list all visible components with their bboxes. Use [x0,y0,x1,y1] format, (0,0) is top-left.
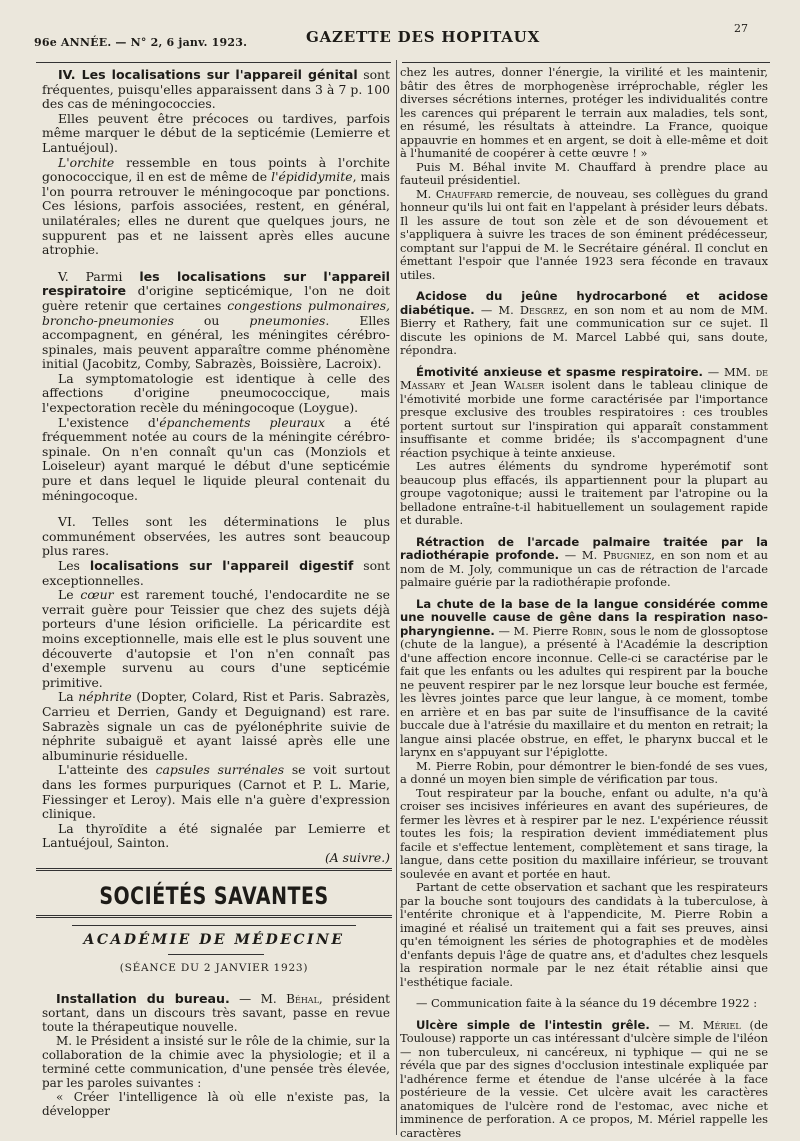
paragraph: Les autres éléments du syndrome hyperémotif sont beaucoup plus effacés, ils appartiennent pour la plupart au groupe vagotonique; aussi le traitement par l'atropine ou la belladone entraîne-t-il habituellement un soulagement rapide et durable. [400,459,768,527]
section-heading: La chute de la base de la langue considérée comme une nouvelle cause de gêne dans la respiration naso-pharyngienne. [400,596,768,638]
to-be-continued: (A suivre.) [324,849,390,865]
section-heading: les localisations sur l'appareil respiratoire [42,268,390,299]
paragraph: La thyroïdite a été signalée par Lemierre et Lantuéjoul, Sainton. [42,820,390,851]
section-heading: Installation du bureau. [56,991,230,1006]
paragraph: — Communication faite à la séance du 19 décembre 1922 : [416,996,758,1010]
paragraph: IV. Les localisations sur l'appareil génital sont fréquentes, puisqu'elles apparaissent dans 3 à 7 p. 100 des cas de méningococcies. [42,67,390,112]
left-column [42,68,390,865]
paragraph: Acidose du jeûne hydrocarboné et acidose diabétique. — M. Desgrez, en son nom et au nom de MM. Bierry et Rathery, fait une communication sur ce sujet. Il discute les opinions de M. Marcel Labbé qui, sans doute, répondra. [400,289,768,357]
paragraph: Rétraction de l'arcade palmaire traitée par la radiothérapie profonde. — M. Pbugniez, en son nom et au nom de M. Joly, communique un cas de rétraction de l'arcade palmaire guérie par la radiothérapie profonde. [400,534,768,589]
section-title: SOCIÉTÉS SAVANTES [99,882,329,910]
paragraph: Émotivité anxieuse et spasme respiratoire. — MM. de Massary et Jean Walser isolent dans le tableau clinique de l'émotivité morbide une forme caractérisée par l'importance presque exclusive des troubles respiratoires : ces troubles portent surtout sur l'inspiration qui apparaît constamment insuffisante et comme bridée; ils s'accompagnent d'une réaction psychique à teinte anxieuse. [400,364,769,460]
paragraph: V. Parmi les localisations sur l'appareil respiratoire d'origine septicémique, l'on ne doit guère retenir que certaines congestions pulmonaires, broncho-pneumonies ou pneumonies. Elles accompagnent, en général, les méningites cérébro-spinales, mais peuvent apparaître comme phénomène initial (Jacobitz, Comby, Sabrazès, Boissière, Lacroix). [42,268,390,372]
journal-title: GAZETTE DES HOPITAUX [306,28,541,46]
paragraph: Ulcère simple de l'intestin grêle. — M. Mériel (de Toulouse) rapporte un cas intéressant d'ulcère simple de l'iléon — non tuberculeux, ni cancéreux, ni typhique — qui ne se révéla que par des signes d'occlusion intestinale expliquée par l'adhérence ferme et étendue de l'anse ulcérée à la face postérieure de la vessie. Cet ulcère avait les caractères anatomiques de l'ulcère rond de l'estomac, avec niche et imminence de perforation. A ce propos, M. Mériel rappelle les caractères [400,1017,768,1140]
paragraph: L'atteinte des capsules surrénales se voit surtout dans les formes purpuriques (Carnot et P. L. Marie, Fiessinger et Leroy). Mais elle n'a guère d'expression clinique. [42,762,390,822]
section-heading: Acidose du jeûne hydrocarboné et acidose diabétique. [400,289,768,317]
paragraph: La symptomatologie est identique à celle des affections d'origine pneumococcique, mais l'expectoration recèle du méningocoque (Loygue). [42,370,390,416]
section-heading: localisations sur l'appareil digestif [89,558,354,573]
paragraph: M. le Président a insisté sur le rôle de la chimie, sur la collaboration de la chimie avec la physiologie; et il a terminé cette communication, d'une pensée très élevée, par les paroles suivantes : [42,1034,390,1090]
paragraph: Elles peuvent être précoces ou tardives, parfois même marquer le début de la septicémie (Lemierre et Lantuéjoul). [42,110,390,155]
section-heading: IV. Les localisations sur l'appareil génital [58,67,358,82]
paragraph: M. Pierre Robin, pour démontrer le bien-fondé de ses vues, a donné un moyen bien simple de vérification par tous. [400,758,768,786]
issue-info: 96e ANNÉE. — N° 2, 6 janv. 1923. [34,36,248,49]
academy-rule [72,925,356,926]
header-rule-left [36,62,391,63]
session-date: (SÉANCE DU 2 JANVIER 1923) [119,962,309,974]
paragraph: La néphrite (Dopter, Colard, Rist et Paris. Sabrazès, Carrieu et Derrien, Gandy et Deguignand) est rare. Sabrazès signale un cas de pyélonéphrite suivie de néphrite subaiguë et ayant laissé après elle une albuminurie résiduelle. [42,689,390,763]
page-header [34,22,776,56]
paragraph: VI. Telles sont les déterminations le plus communément observées, les autres sont beaucoup plus rares. [42,514,390,559]
paragraph: L'orchite ressemble en tous points à l'orchite gonococcique, il en est de même de l'épididymite, mais l'on pourra retrouver le méningocoque par ponctions. Ces lésions, parfois associées, restent, en général, unilatérales; elles ne durent que quelques jours, ne suppurent pas et ne laissent après elles aucune atrophie. [42,154,390,258]
paragraph: chez les autres, donner l'énergie, la virilité et les maintenir, bâtir des êtres de morphogenèse irréprochable, régler les diverses sécrétions internes, protéger les individualités contre les carences qui préparent le terrain aux maladies, tels sont, en résumé, les résultats à atteindre. La France, quoique appauvrie en hommes et en argent, se doit à elle-même et doit à l'humanité de coopérer à cette œuvre ! » [400,65,768,160]
section-heading: Ulcère simple de l'intestin grêle. [416,1017,650,1032]
paragraph: L'existence d'épanchements pleuraux a été fréquemment notée au cours de la méningite cérébro-spinale. On n'en connaît qu'un cas (Monziols et Loiseleur) ayant marqué le début d'une septicémie pure et dans lequel le liquide pleural contenait du méningocoque. [42,414,390,503]
paragraph: Installation du bureau. — M. Béhal, président sortant, dans un discours très savant, passe en revue toute la thérapeutique nouvelle. [42,991,390,1034]
paragraph: Les localisations sur l'appareil digestif sont exceptionnelles. [42,558,391,588]
paragraph: M. Chauffard remercie, de nouveau, ses collègues du grand honneur qu'ils lui ont fait en l'appelant à présider leurs débats. Il les assure de tout son zèle et de son dévouement et s'appliquera à suivre les traces de son éminent prédécesseur, comptant sur l'appui de M. le Secrétaire général. Il conclut en émettant l'espoir que l'année 1923 sera féconde en travaux utiles. [400,186,768,282]
page-number: 27 [734,22,748,35]
right-column [400,66,768,1140]
paragraph: Partant de cette observation et sachant que les respirateurs par la bouche sont toujours des candidats à la tuberculose, à l'entérite chronique et à l'appendicite, M. Pierre Robin a imaginé et réalisé un traitement qui a fait ses preuves, ainsi qu'en témoignent les séries de photographies et de modèles d'enfants depuis l'âge de quatre ans, et d'adultes chez lesquels la respiration normale par le nez était rétablie ainsi que l'esthétique faciale. [400,880,768,989]
column-divider [396,60,397,1135]
academy-title: ACADÉMIE DE MÉDECINE [83,932,345,948]
paragraph: Le cœur est rarement touché, l'endocardite ne se verrait guère pour Teissier que chez des sujets déjà porteurs d'une lésion orificielle. La péricardite est moins exceptionnelle, mais elle est le plus souvent une découverte d'autopsie et l'on n'en connaît pas d'exemple survenu au cours d'une septicémie primitive. [42,587,390,690]
section-heading: Rétraction de l'arcade palmaire traitée par la radiothérapie profonde. [400,534,768,562]
section-heading: Émotivité anxieuse et spasme respiratoire. [416,364,703,379]
academy-rule-short [168,954,264,955]
header-rule-right [402,62,770,63]
paragraph: Tout respirateur par la bouche, enfant ou adulte, n'a qu'à croiser ses incisives inférieures en avant des supérieures, de fermer les lèvres et à respirer par le nez. L'expérience réussit toutes les fois; la respiration devient immédiatement plus facile et s'effectue lentement, complètement et sans tirage, la langue, dans cette position du maxillaire inférieur, se trouvant soulevée en avant et portée en haut. [400,785,768,881]
paragraph: « Créer l'intelligence là où elle n'existe pas, la développer [42,1090,390,1118]
societies-section-header [36,868,392,922]
paragraph: Puis M. Béhal invite M. Chauffard à prendre place au fauteuil présidentiel. [400,159,768,187]
left-column-lower [42,992,390,1118]
paragraph: La chute de la base de la langue considérée comme une nouvelle cause de gêne dans la respiration naso-pharyngienne. — M. Pierre Robin, sous le nom de glossoptose (chute de la langue), a présenté à l'Académie la description d'une affection encore inconnue. Celle-ci se caractérise par le fait que les enfants ou les adultes qui respirent par la bouche ne peuvent respirer par le nez lorsque leur bouche est fermée, les lèvres jointes parce que leur langue, à ce moment, tombe en arrière et en bas par suite de l'insuffisance de la cavité buccale due à l'atrésie du maxillaire et du menton en retrait; la langue ainsi placée obstrue, en effet, le pharynx buccal et le larynx en s'appuyant sur l'épiglotte. [400,596,768,759]
